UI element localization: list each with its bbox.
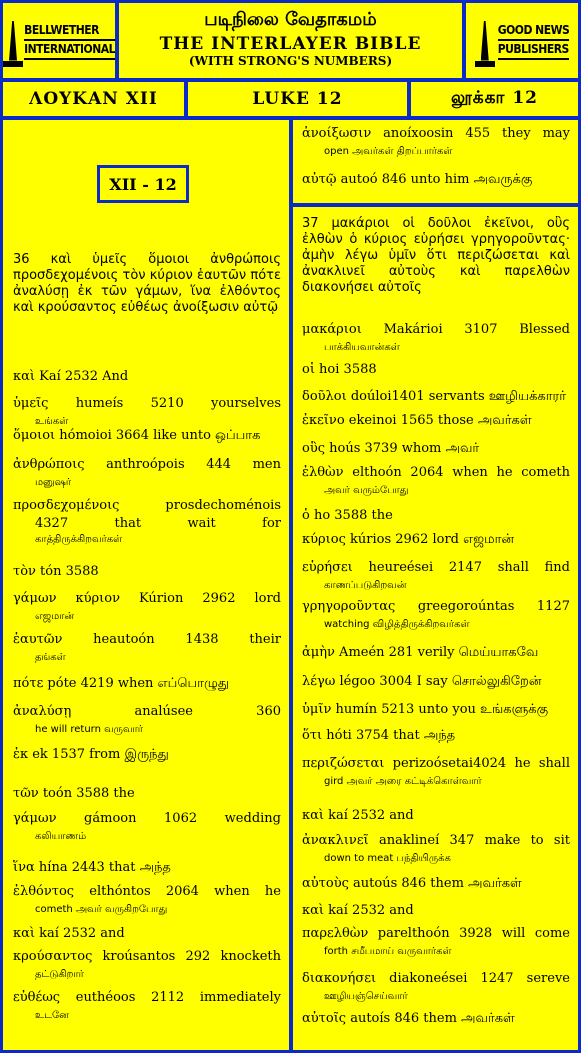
entry-line: ἀνθρώποις anthroópois 444 men xyxy=(13,457,281,472)
entry-line: παρελθὼν parelthoón 3928 will come xyxy=(302,926,570,941)
word-entry xyxy=(302,901,570,921)
entry-gloss: எஜமான் xyxy=(35,611,75,622)
entry-gloss: 4327 that wait for xyxy=(35,516,281,531)
entry-line: τὸν tón 3588 xyxy=(13,564,99,579)
book-greek: ΛΟΥΚΑΝ XII xyxy=(0,79,187,119)
entry-line: γρηγοροῦντας greegoroúntas 1127 xyxy=(302,599,570,614)
word-entry xyxy=(13,455,281,491)
entry-line: μακάριοι Makárioi 3107 Blessed xyxy=(302,322,570,337)
word-entry xyxy=(13,988,281,1024)
entry-gloss: down to meat பந்தியிருக்க xyxy=(324,853,451,864)
word-entry xyxy=(302,924,570,960)
entry-line: εὑρήσει heureései 2147 shall find xyxy=(302,560,570,575)
word-entry xyxy=(13,589,281,625)
word-entry xyxy=(13,745,281,765)
word-entry xyxy=(13,496,281,548)
entry-gloss: உடனே xyxy=(35,1010,69,1021)
word-entry xyxy=(13,674,281,694)
word-entry xyxy=(13,784,281,804)
verse-37-text: 37 μακάριοι οἱ δοῦλοι ἐκεῖνοι, οὓς ἐλθὼν ὁ κύριος εὑρήσει γρηγοροῦντας· ἀμὴν λέγω ὑμῖν ὅτι περιζώσεται καὶ ἀνακλινεῖ αὐτοὺς καὶ παρελθὼν διακονήσει αὐτοῖς xyxy=(302,216,570,295)
entry-line: οἱ hoi 3588 xyxy=(302,362,377,377)
entry-gloss: cometh அவர் வருகிறபோது xyxy=(35,904,168,915)
entry-line: πότε póte 4219 when எப்பொழுது xyxy=(13,676,230,691)
word-entry xyxy=(13,858,281,878)
tower-icon xyxy=(475,15,495,67)
entry-gloss: ஊழியஞ்செய்வார் xyxy=(324,991,408,1002)
word-entry xyxy=(302,320,570,356)
entry-line: κύριος kúrios 2962 lord எஜமான் xyxy=(302,532,514,547)
entry-line: περιζώσεται perizoósetai4024 he shall xyxy=(302,756,570,771)
book-tamil: லூக்கா 12 xyxy=(408,79,581,119)
word-entry xyxy=(302,387,570,407)
word-entry xyxy=(13,426,281,446)
word-entry xyxy=(302,597,570,633)
verse-36-text: 36 καὶ ὑμεῖς ὅμοιοι ἀνθρώποις προσδεχομένοις τὸν κύριον ἑαυτῶν πότε ἀναλύσῃ ἐκ τῶν γάμων, ἵνα ἐλθόντος καὶ κρούσαντος εὐθέως ἀνοίξωσιν αὐτῷ xyxy=(13,252,281,315)
entry-line: καὶ kaí 2532 and xyxy=(302,903,414,918)
entry-line: ὁ ho 3588 the xyxy=(302,508,393,523)
entry-line: ἐκεῖνο ekeinoi 1565 those அவர்கள் xyxy=(302,413,532,428)
entry-gloss: watching விழித்திருக்கிறவர்கள் xyxy=(324,619,470,630)
word-entry xyxy=(302,969,570,1005)
entry-line: τῶν toón 3588 the xyxy=(13,786,135,801)
entry-gloss: forth சமீபமாய் வருவார்கள் xyxy=(324,946,452,957)
entry-line: ἑαυτῶν heautoón 1438 their xyxy=(13,632,281,647)
word-entry xyxy=(302,411,570,431)
entry-line: ὑμῖν humín 5213 unto you உங்களுக்கு xyxy=(302,702,549,717)
entry-line: καὶ kaí 2532 and xyxy=(13,926,125,941)
entry-line: αὐτοὺς autoús 846 them அவர்கள் xyxy=(302,876,522,891)
publisher-logo-left xyxy=(0,0,118,81)
entry-line: κρούσαντος kroúsantos 292 knocketh xyxy=(13,949,281,964)
word-entry xyxy=(302,506,570,526)
right-column xyxy=(290,204,581,1053)
chapter-label: XII - 12 xyxy=(97,165,189,203)
entry-line: ἀνακλινεῖ anaklineí 347 make to sit xyxy=(302,833,570,848)
entry-line: ἐκ ek 1537 from இருந்து xyxy=(13,747,169,762)
bellwether-logo-text: BELLWETHER INTERNATIONAL xyxy=(24,22,115,60)
word-entry xyxy=(302,530,570,550)
entry-gloss: அவர் வரும்போது xyxy=(324,485,409,496)
word-entry xyxy=(13,394,281,430)
entry-line: ἀμὴν Ameén 281 verily மெய்யாகவே xyxy=(302,645,539,660)
entry-line: ἵνα hína 2443 that அந்த xyxy=(13,860,171,875)
word-entry xyxy=(13,702,281,738)
word-entry xyxy=(302,124,570,160)
entry-line: οὓς hoús 3739 whom அவர் xyxy=(302,441,480,456)
word-entry xyxy=(302,874,570,894)
entry-gloss: காத்திருக்கிறவர்கள் xyxy=(35,534,123,545)
entry-gloss: மனுஷர் xyxy=(35,477,72,488)
word-entry xyxy=(302,439,570,459)
entry-line: ἐλθόντος elthóntos 2064 when he xyxy=(13,884,281,899)
right-column-top xyxy=(290,117,581,206)
entry-gloss: கலியாணம் xyxy=(35,831,87,842)
word-entry xyxy=(302,360,570,380)
good-news-logo-text: GOOD NEWS PUBLISHERS xyxy=(498,22,570,60)
entry-gloss: காணப்படுகிறவன் xyxy=(324,580,407,591)
entry-gloss: open அவர்கள் திறப்பார்கள் xyxy=(324,146,453,157)
entry-line: ὑμεῖς humeís 5210 yourselves xyxy=(13,396,281,411)
word-entry xyxy=(302,831,570,867)
book-english: LUKE 12 xyxy=(185,79,410,119)
word-entry xyxy=(302,558,570,594)
left-column xyxy=(0,117,292,1053)
entry-line: διακονήσει diakoneései 1247 sereve xyxy=(302,971,570,986)
word-entry xyxy=(13,947,281,983)
entry-gloss: உங்கள் xyxy=(35,416,69,427)
entry-line: εὐθέως euthéoos 2112 immediately xyxy=(13,990,281,1005)
word-entry xyxy=(302,754,570,790)
word-entry xyxy=(13,367,281,387)
entry-gloss: பாக்கியவான்கள் xyxy=(324,342,400,353)
entry-line: ἀνοίξωσιν anoíxoosin 455 they may xyxy=(302,126,570,141)
word-entry xyxy=(302,726,570,746)
entry-gloss: தங்கள் xyxy=(35,652,66,663)
word-entry xyxy=(13,809,281,845)
entry-line: γάμων gámoon 1062 wedding xyxy=(13,811,281,826)
tamil-title: படிநிலை வேதாகமம் xyxy=(204,9,377,30)
entry-line: ἐλθὼν elthoón 2064 when he cometh xyxy=(302,465,570,480)
word-entry xyxy=(302,170,570,190)
entry-line: προσδεχομένοις prosdechoménois xyxy=(13,498,281,513)
bible-title-block xyxy=(116,0,465,81)
publisher-logo-right xyxy=(463,0,581,81)
word-entry xyxy=(302,643,570,663)
entry-gloss: gird அவர் அரை கட்டிக்கொள்வார் xyxy=(324,776,482,787)
entry-line: αὐτοῖς autoís 846 them அவர்கள் xyxy=(302,1011,515,1026)
tower-icon xyxy=(3,15,21,67)
word-entry xyxy=(13,882,281,918)
entry-line: καὶ Kaí 2532 And xyxy=(13,369,129,384)
word-entry xyxy=(302,1009,570,1029)
word-entry xyxy=(302,463,570,499)
entry-line: ὅμοιοι hómoioi 3664 like unto ஒப்பாக xyxy=(13,428,261,443)
entry-line: δοῦλοι doúloi1401 servants ஊழியக்காரர் xyxy=(302,389,567,404)
page-subtitle: (WITH STRONG'S NUMBERS) xyxy=(188,54,393,68)
word-entry xyxy=(302,700,570,720)
entry-gloss: he will return வருவார் xyxy=(35,724,143,735)
entry-line: λέγω légoo 3004 I say சொல்லுகிறேன் xyxy=(302,674,542,689)
entry-line: ὅτι hóti 3754 that அந்த xyxy=(302,728,456,743)
entry-line: γάμων κύριον Kúrion 2962 lord xyxy=(13,591,281,606)
word-entry xyxy=(13,924,281,944)
word-entry xyxy=(302,672,570,692)
entry-line: καὶ kaí 2532 and xyxy=(302,808,414,823)
entry-line: αὐτῷ autoó 846 unto him அவருக்கு xyxy=(302,172,533,187)
entry-gloss: தட்டுகிறார் xyxy=(35,969,84,980)
word-entry xyxy=(13,562,281,582)
entry-line: ἀναλύσῃ analúsee 360 xyxy=(13,704,281,719)
page-title: THE INTERLAYER BIBLE xyxy=(159,34,422,54)
word-entry xyxy=(13,630,281,666)
word-entry xyxy=(302,806,570,826)
